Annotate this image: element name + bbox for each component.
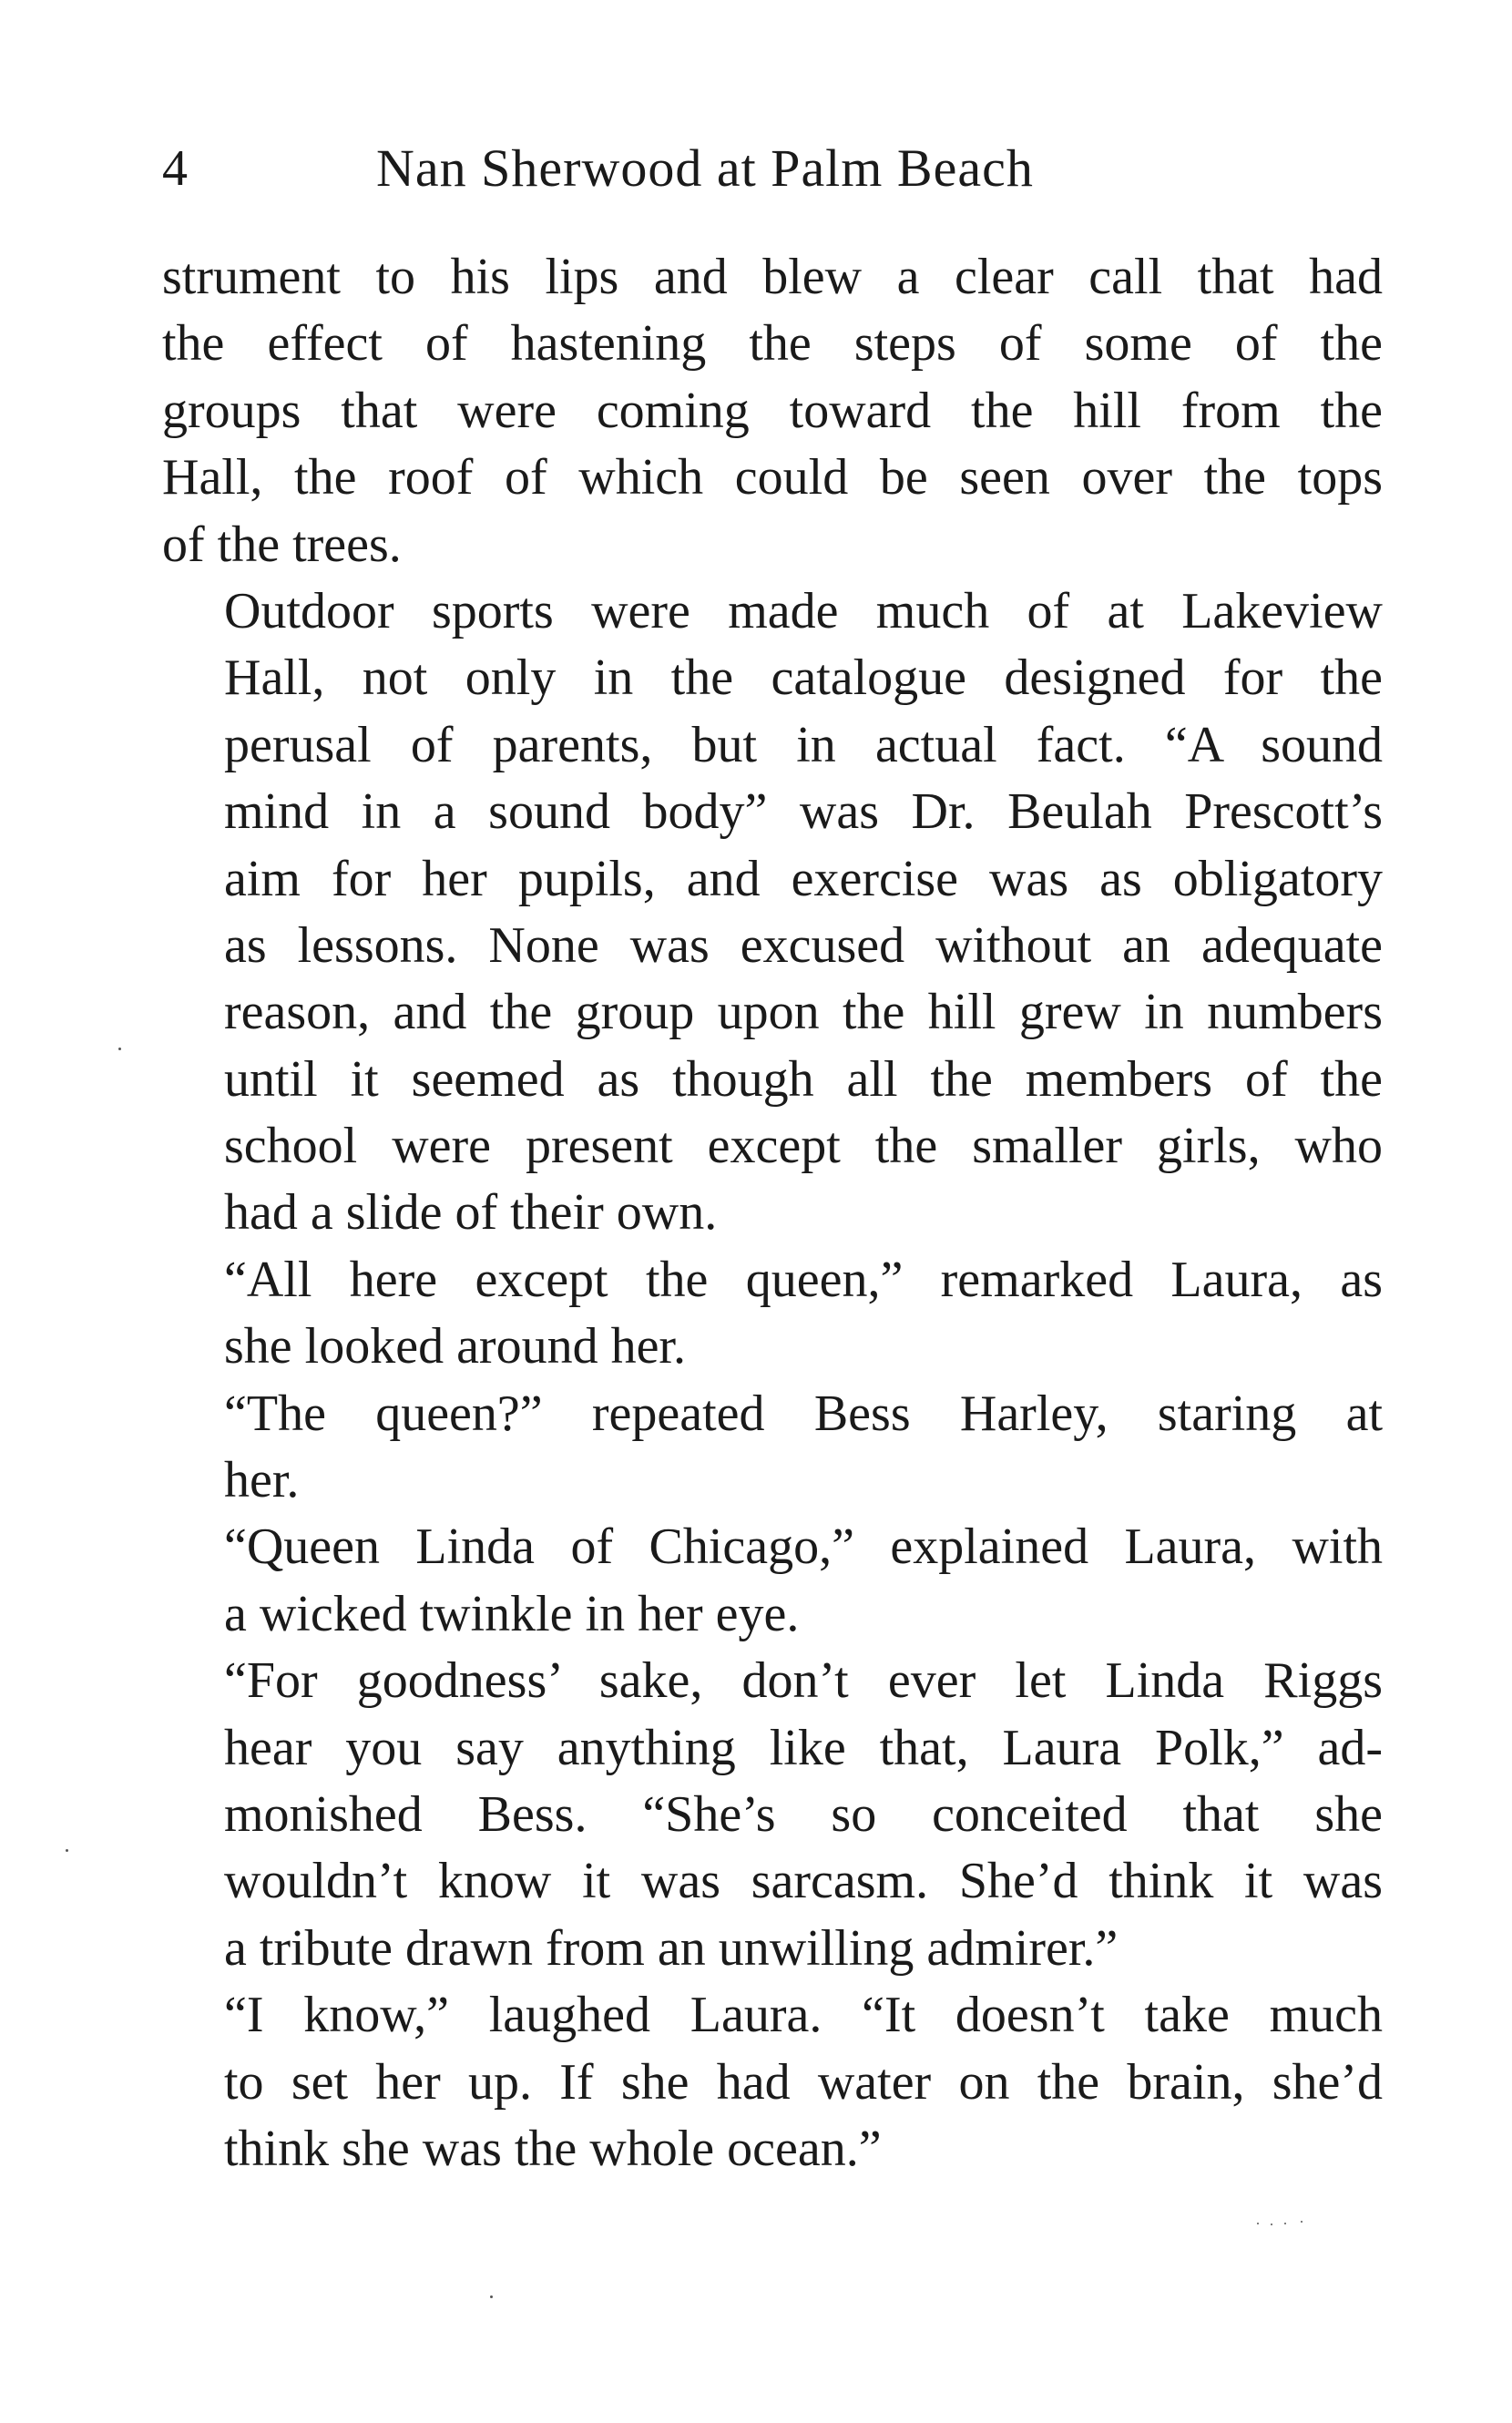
text-line: Outdoor sports were made much of at Lakeview xyxy=(224,582,1383,639)
text-line: “I know,” laughed Laura. “It doesn’t take much xyxy=(224,1987,1383,2044)
scan-speck xyxy=(66,1849,68,1852)
scan-speck xyxy=(1257,2223,1259,2224)
text-line: strument to his lips and blew a clear call that had xyxy=(162,249,1383,305)
text-line: “The queen?” repeated Bess Harley, staring at xyxy=(224,1385,1383,1442)
text-line: she looked around her. xyxy=(224,1318,686,1375)
scan-speck xyxy=(1301,2221,1303,2223)
scan-speck xyxy=(490,2295,493,2298)
text-line: Hall, the roof of which could be seen over the tops xyxy=(162,449,1383,506)
text-line: had a slide of their own. xyxy=(224,1184,718,1242)
scan-speck xyxy=(118,1048,121,1050)
text-line: think she was the whole ocean.” xyxy=(224,2120,882,2177)
text-line: the effect of hastening the steps of some of the xyxy=(162,315,1383,373)
paragraph xyxy=(162,1648,1383,1982)
scan-speck xyxy=(1271,2224,1272,2225)
text-line: “For goodness’ sake, don’t ever let Linda Riggs xyxy=(224,1652,1383,1710)
text-line: to set her up. If she had water on the brain, she’d xyxy=(224,2053,1383,2111)
text-line: “Queen Linda of Chicago,” explained Laura, with xyxy=(224,1518,1383,1576)
text-line: school were present except the smaller girls, who xyxy=(224,1118,1383,1175)
body-text xyxy=(162,244,1383,2183)
text-line: “All here except the queen,” remarked Laura, as xyxy=(224,1251,1383,1308)
text-line: until it seemed as though all the members of the xyxy=(224,1050,1383,1108)
text-line: perusal of parents, but in actual fact. “A sound xyxy=(224,716,1383,773)
scan-speck xyxy=(1284,2223,1286,2224)
paragraph xyxy=(162,1247,1383,1381)
text-line: monished Bess. “She’s so conceited that she xyxy=(224,1785,1383,1843)
text-line: as lessons. None was excused without an adequate xyxy=(224,916,1383,974)
page-number: 4 xyxy=(162,140,188,197)
paragraph xyxy=(162,1381,1383,1515)
running-title: Nan Sherwood at Palm Beach xyxy=(376,138,1034,198)
text-line: of the trees. xyxy=(162,516,402,573)
paragraph xyxy=(162,1514,1383,1648)
text-line: wouldn’t know it was sarcasm. She’d think it was xyxy=(224,1853,1383,1910)
text-line: a wicked twinkle in her eye. xyxy=(224,1585,800,1642)
paragraph xyxy=(162,244,1383,578)
paragraph xyxy=(162,578,1383,1247)
text-line: aim for her pupils, and exercise was as obligatory xyxy=(224,850,1383,907)
text-line: her. xyxy=(224,1452,300,1509)
paragraph xyxy=(162,1982,1383,2183)
text-line: reason, and the group upon the hill grew in numbers xyxy=(224,984,1383,1041)
text-line: a tribute drawn from an unwilling admirer.” xyxy=(224,1919,1119,1977)
text-line: groups that were coming toward the hill from the xyxy=(162,382,1383,439)
text-line: hear you say anything like that, Laura Polk,” ad- xyxy=(224,1719,1383,1776)
text-line: Hall, not only in the catalogue designed for the xyxy=(224,649,1383,707)
running-head xyxy=(162,132,1383,205)
text-line: mind in a sound body” was Dr. Beulah Prescott’s xyxy=(224,783,1383,841)
